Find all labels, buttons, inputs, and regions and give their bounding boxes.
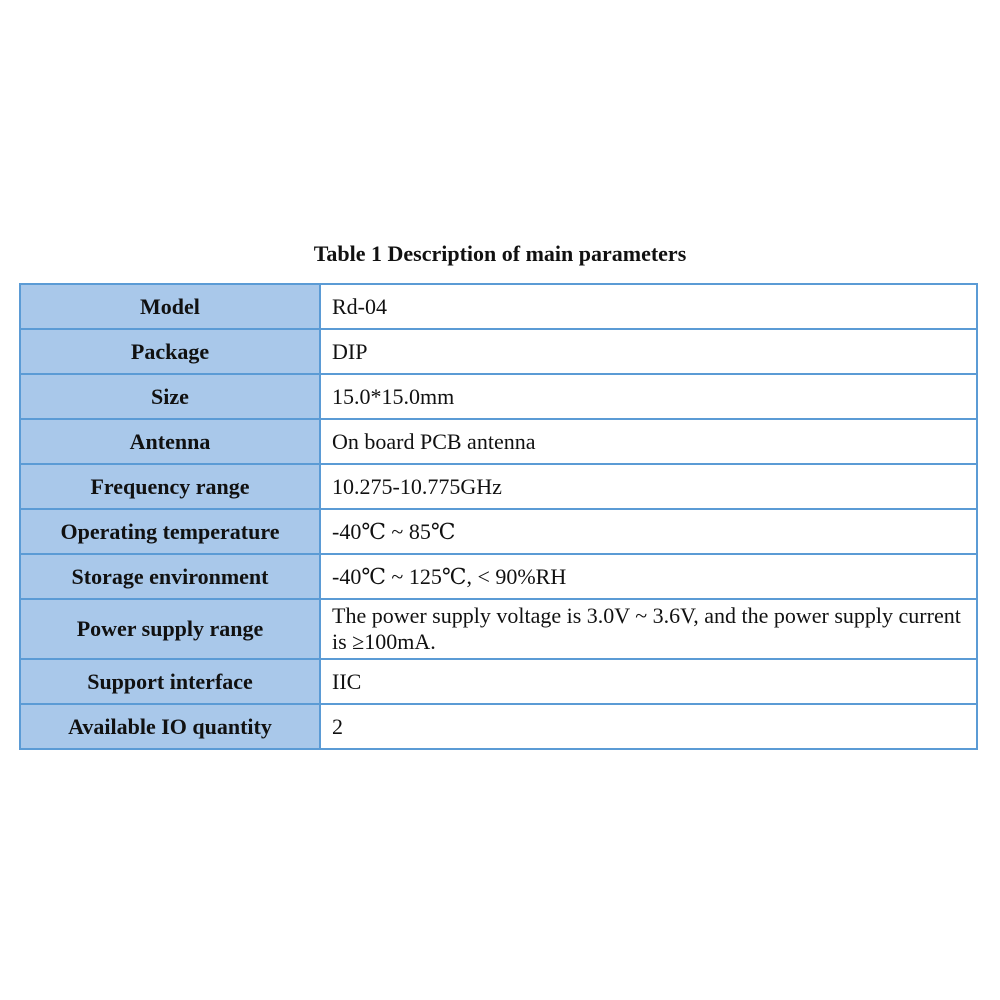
table-row xyxy=(20,329,977,374)
param-value-storage-environment: -40℃ ~ 125℃, < 90%RH xyxy=(320,554,977,599)
param-label-frequency-range: Frequency range xyxy=(20,464,320,509)
param-label-support-interface: Support interface xyxy=(20,659,320,704)
table-row xyxy=(20,419,977,464)
param-value-frequency-range: 10.275-10.775GHz xyxy=(320,464,977,509)
table-row xyxy=(20,284,977,329)
param-label-package: Package xyxy=(20,329,320,374)
param-value-package: DIP xyxy=(320,329,977,374)
param-label-antenna: Antenna xyxy=(20,419,320,464)
table-caption: Table 1 Description of main parameters xyxy=(313,241,687,266)
table-row xyxy=(20,704,977,749)
param-label-size: Size xyxy=(20,374,320,419)
table-row xyxy=(20,659,977,704)
table-row xyxy=(20,464,977,509)
param-value-antenna: On board PCB antenna xyxy=(320,419,977,464)
param-value-model: Rd-04 xyxy=(320,284,977,329)
table-row xyxy=(20,554,977,599)
table-row xyxy=(20,509,977,554)
param-label-model: Model xyxy=(20,284,320,329)
parameters-table xyxy=(19,283,978,750)
param-value-power-supply-range: The power supply voltage is 3.0V ~ 3.6V, and the power supply current is ≥100mA. xyxy=(320,599,977,659)
table-row xyxy=(20,599,977,659)
param-value-size: 15.0*15.0mm xyxy=(320,374,977,419)
table-row xyxy=(20,374,977,419)
param-label-available-io-quantity: Available IO quantity xyxy=(20,704,320,749)
param-value-operating-temperature: -40℃ ~ 85℃ xyxy=(320,509,977,554)
param-label-storage-environment: Storage environment xyxy=(20,554,320,599)
param-label-power-supply-range: Power supply range xyxy=(20,599,320,659)
param-value-available-io-quantity: 2 xyxy=(320,704,977,749)
param-label-operating-temperature: Operating temperature xyxy=(20,509,320,554)
param-value-support-interface: IIC xyxy=(320,659,977,704)
